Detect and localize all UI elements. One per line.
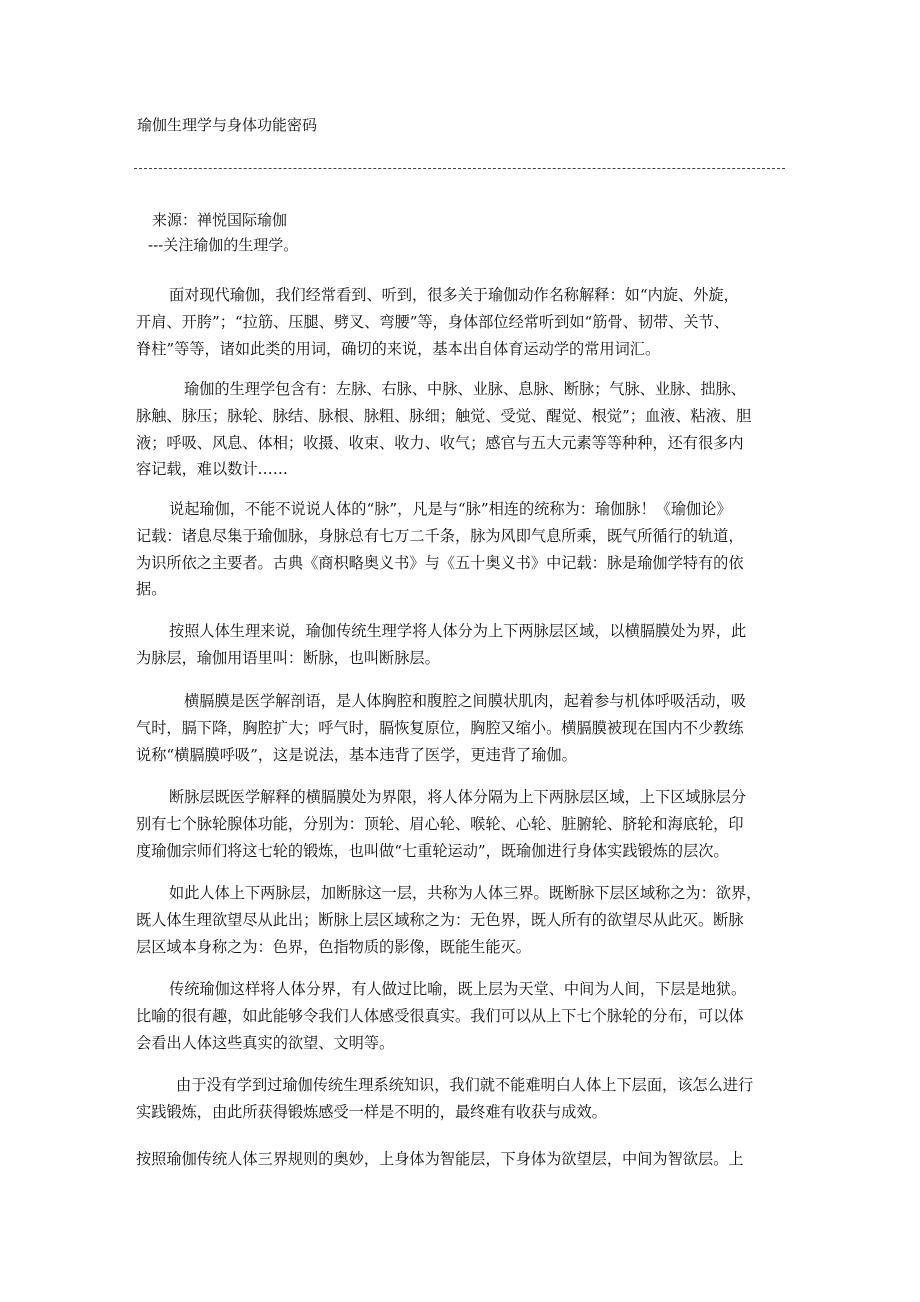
paragraph-line: 开肩、开胯”；“拉筋、压腿、劈叉、弯腰”等，身体部位经常听到如“筋骨、韧带、关节、 bbox=[136, 312, 729, 331]
source-line: 来源：禅悦国际瑜伽 bbox=[152, 211, 288, 229]
paragraph-line: 脉触、脉压；脉轮、脉结、脉根、脉粗、脉细；触觉、受觉、醒觉、根觉”；血液、粘液、胆 bbox=[136, 406, 752, 425]
paragraph-line: 液；呼吸、风息、体相；收摄、收束、收力、收气；感官与五大元素等等种种，还有很多内 bbox=[136, 433, 744, 452]
paragraph-7 bbox=[136, 880, 786, 960]
paragraph-line: 据。 bbox=[136, 580, 167, 599]
paragraph-8 bbox=[136, 976, 786, 1056]
paragraph-10 bbox=[136, 1146, 786, 1173]
paragraph-line: 说起瑜伽，不能不说说人体的“脉”，凡是与“脉”相连的统称为：瑜伽脉！《瑜伽论》 bbox=[169, 500, 732, 518]
dashed-divider bbox=[134, 168, 785, 169]
paragraph-line: 气时，膈下降，胸腔扩大；呼气时，膈恢复原位，胸腔又缩小。横膈膜被现在国内不少教练 bbox=[136, 718, 744, 737]
paragraph-line: 脊柱”等等，诸如此类的用词，确切的来说，基本出自体育运动学的常用词汇。 bbox=[136, 339, 661, 358]
paragraph-line: 断脉层既医学解释的横膈膜处为界限，将人体分隔为上下两脉层区域，上下区域脉层分 bbox=[169, 788, 747, 806]
paragraph-line: 记载：诸息尽集于瑜伽脉，身脉总有七万二千条，脉为风即气息所乘，既气所循行的轨道， bbox=[136, 526, 744, 545]
paragraph-line: 横膈膜是医学解剖语，是人体胸腔和腹腔之间膜状肌肉，起着参与机体呼吸活动，吸 bbox=[184, 692, 746, 710]
paragraph-line: 传统瑜伽这样将人体分界，有人做过比喻，既上层为天堂、中间为人间，下层是地狱。 bbox=[169, 980, 747, 998]
paragraph-1 bbox=[136, 282, 786, 362]
paragraph-line: 按照瑜伽传统人体三界规则的奥妙，上身体为智能层，下身体为欲望层，中间为智欲层。上 bbox=[136, 1150, 744, 1168]
paragraph-line: 实践锻炼，由此所获得锻炼感受一样是不明的，最终难有收获与成效。 bbox=[136, 1102, 607, 1121]
paragraph-line: 为脉层，瑜伽用语里叫：断脉，也叫断脉层。 bbox=[136, 648, 440, 667]
paragraph-line: 为识所依之主要者。古典《商枳略奥义书》与《五十奥义书》中记载：脉是瑜伽学特有的依 bbox=[136, 553, 744, 572]
paragraph-line: 比喻的很有趣，如此能够令我们人体感受很真实。我们可以从上下七个脉轮的分布，可以体 bbox=[136, 1006, 744, 1025]
paragraph-2 bbox=[136, 376, 786, 483]
paragraph-line: 说称“横膈膜呼吸”，这是说法，基本违背了医学，更违背了瑜伽。 bbox=[136, 745, 577, 764]
paragraph-4 bbox=[136, 618, 786, 672]
paragraph-line: 瑜伽的生理学包含有：左脉、右脉、中脉、业脉、息脉、断脉；气脉、业脉、拙脉、 bbox=[184, 380, 746, 398]
paragraph-line: 会看出人体这些真实的欲望、文明等。 bbox=[136, 1033, 395, 1052]
paragraph-9 bbox=[136, 1072, 786, 1126]
paragraph-line: 容记载，难以数计…… bbox=[136, 460, 288, 479]
paragraph-3 bbox=[136, 496, 786, 603]
paragraph-5 bbox=[136, 688, 786, 768]
paragraph-line: 面对现代瑜伽，我们经常看到、听到，很多关于瑜伽动作名称解释：如“内旋、外旋， bbox=[169, 286, 739, 304]
subtitle-line: ---关注瑜伽的生理学。 bbox=[148, 236, 299, 254]
paragraph-line: 如此人体上下两脉层，加断脉这一层，共称为人体三界。既断脉下层区域称之为：欲界， bbox=[169, 884, 762, 902]
paragraph-line: 由于没有学到过瑜伽传统生理系统知识，我们就不能难明白人体上下层面，该怎么进行 bbox=[176, 1076, 754, 1094]
paragraph-line: 层区域本身称之为：色界，色指物质的影像，既能生能灭。 bbox=[136, 937, 531, 956]
document-title: 瑜伽生理学与身体功能密码 bbox=[137, 116, 318, 134]
paragraph-line: 既人体生理欲望尽从此出；断脉上层区域称之为：无色界，既人所有的欲望尽从此灭。断脉 bbox=[136, 910, 744, 929]
paragraph-line: 度瑜伽宗师们将这七轮的锻炼，也叫做“七重轮运动”，既瑜伽进行身体实践锻炼的层次。 bbox=[136, 841, 729, 860]
paragraph-line: 别有七个脉轮腺体功能，分别为：顶轮、眉心轮、喉轮、心轮、脏腑轮、脐轮和海底轮，印 bbox=[136, 814, 744, 833]
paragraph-6 bbox=[136, 784, 786, 864]
paragraph-line: 按照人体生理来说，瑜伽传统生理学将人体分为上下两脉层区域，以横膈膜处为界，此 bbox=[169, 622, 747, 640]
